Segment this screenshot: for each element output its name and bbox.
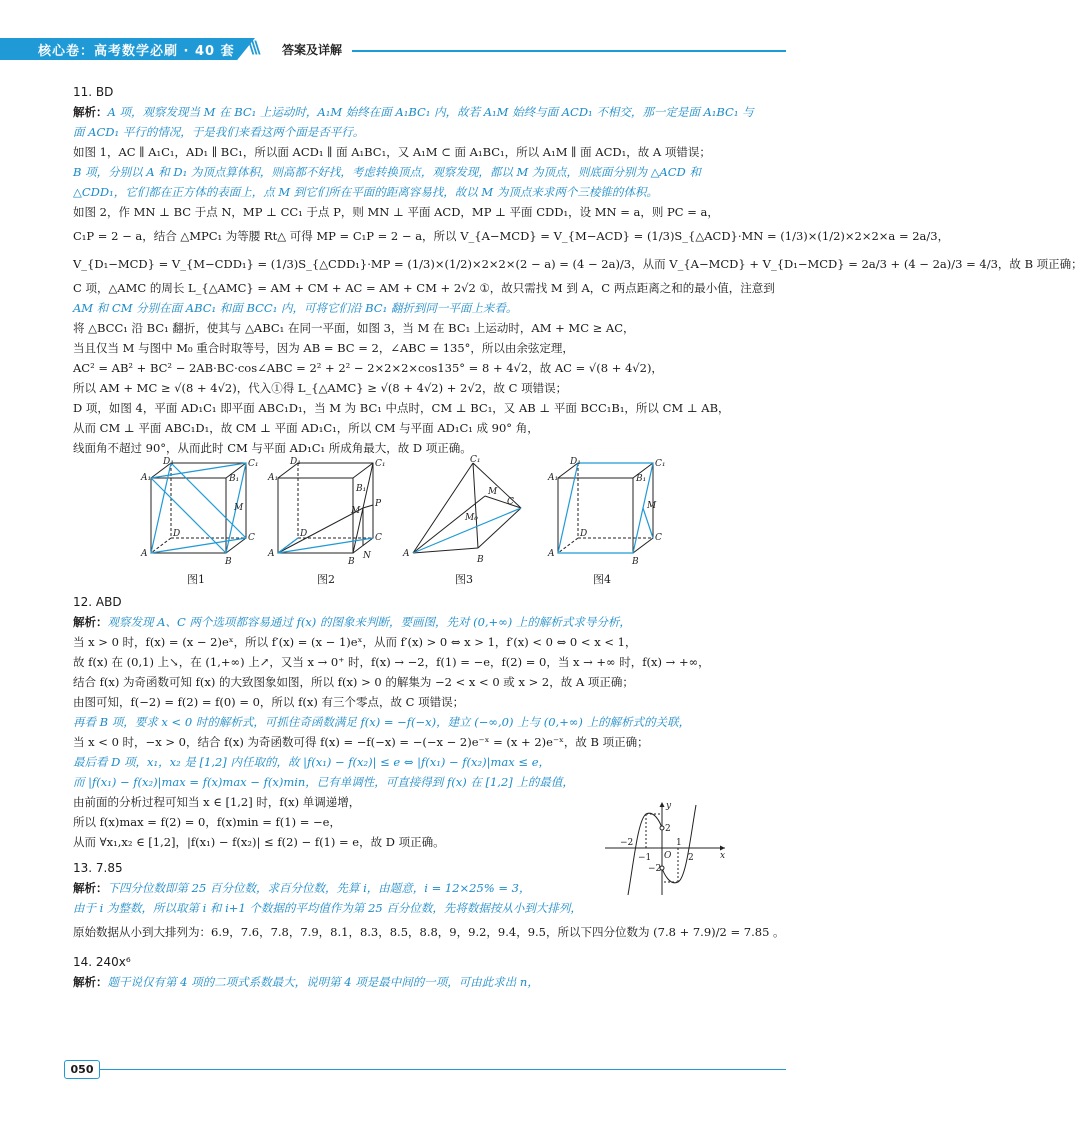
svg-text:B: B (477, 555, 484, 565)
section-title: 答案及详解 (282, 43, 343, 57)
page-header (0, 0, 800, 62)
svg-text:M: M (488, 487, 498, 497)
q14-answer: 14. 240x⁶ (73, 955, 131, 969)
graph-y-neg2: −2 (648, 864, 662, 874)
header-slashes: \\\ (248, 38, 258, 58)
q11-text-4: △CDD₁，它们都在正方体的表面上，点 M 到它们所在平面的距离容易找，故以 M 为顶点来求两个三棱锥的体积。 (73, 185, 658, 199)
figure-2-caption: 图2 (317, 573, 335, 586)
svg-text:B: B (348, 557, 355, 567)
svg-text:B: B (225, 557, 232, 567)
q11-text-12: AC² = AB² + BC² − 2AB·BC·cos∠ABC = 2² + 2² − 2×2×2×cos135° = 8 + 4√2，故 AC = √(8 + 4√2)， (73, 361, 663, 375)
svg-text:A: A (548, 549, 555, 559)
q12-text-7: 最后看 D 项，x₁，x₂ 是 [1,2] 内任取的，故 |f(x₁) − f(x₂)| ≤ e ⇔ |f(x₁) − f(x₂)|max ≤ e， (73, 755, 550, 769)
svg-text:D: D (300, 529, 308, 539)
q11-text-0: A 项，观察发现当 M 在 BC₁ 上运动时，A₁M 始终在面 A₁BC₁ 内，故若 A₁M 始终与面 ACD₁ 不相交，那一定是面 A₁BC₁ 与 (107, 105, 754, 119)
svg-text:B₁: B₁ (356, 484, 367, 494)
graph-tick-neg2: −2 (620, 838, 634, 848)
q13-answer: 13. 7.85 (73, 861, 123, 875)
q12-text-9: 由前面的分析过程可知当 x ∈ [1,2] 时，f(x) 单调递增， (73, 795, 361, 809)
svg-text:A₁: A₁ (548, 473, 559, 483)
svg-text:M₀: M₀ (465, 513, 478, 523)
graph-tick-2: 2 (688, 853, 694, 863)
figure-4 (548, 457, 666, 568)
q11-text-5: 如图 2，作 MN ⊥ BC 于点 N，MP ⊥ CC₁ 于点 P，则 MN ⊥ 平面 ACD，MP ⊥ 平面 CDD₁，设 MN = a，则 PC = a， (73, 205, 719, 219)
q12-text-1: 当 x > 0 时，f(x) = (x − 2)eˣ，所以 f′(x) = (x − 1)eˣ，从而 f′(x) > 0 ⇔ x > 1，f′(x) < 0 ⇔ 0 < x < 1， (73, 635, 637, 649)
q11-text-8: C 项，△AMC 的周长 L_{△AMC} = AM + CM + AC = AM + CM + 2√2 ①，故只需找 M 到 A，C 两点距离之和的最小值，注意到 (73, 281, 775, 295)
q12-label: 解析： (73, 615, 108, 629)
svg-text:M: M (351, 506, 361, 516)
svg-text:C₁: C₁ (655, 459, 666, 469)
q12-text-3: 结合 f(x) 为奇函数可知 f(x) 的大致图象如图，所以 f(x) > 0 的解集为 −2 < x < 0 或 x > 2，故 A 项正确； (73, 675, 634, 689)
q11-text-1: 面 ACD₁ 平行的情况，于是我们来看这两个面是否平行。 (73, 125, 365, 139)
page-number: 050 (64, 1060, 100, 1079)
q13-text-1: 由于 i 为整数，所以取第 i 和 i+1 个数据的平均值作为第 25 百分位数，先将数据按从小到大排列， (73, 901, 582, 915)
q11-answer: 11. BD (73, 85, 114, 99)
q14-line-1 (73, 972, 733, 992)
q14-text-0: 题干说仅有第 4 项的二项式系数最大，说明第 4 项是最中间的一项，可由此求出 n， (107, 975, 539, 989)
book-title: 核心卷：高考数学必刷 · 40 套 (38, 44, 235, 59)
q12-text-11: 从而 ∀x₁,x₂ ∈ [1,2]，|f(x₁) − f(x₂)| ≤ f(2) − f(1) = e，故 D 项正确。 (73, 835, 445, 849)
q12-text-2: 故 f(x) 在 (0,1) 上↘，在 (1,+∞) 上↗，又当 x → 0⁺ 时，f(x) → −2，f(1) = −e，f(2) = 0，当 x → +∞ 时，f(x) → +∞， (73, 655, 710, 669)
svg-text:C: C (507, 497, 514, 507)
graph-x-label: x (720, 851, 726, 861)
q12-text-8: 而 |f(x₁) − f(x₂)|max = f(x)max − f(x)min，已有单调性，可直接得到 f(x) 在 [1,2] 上的最值， (73, 775, 574, 789)
svg-text:A: A (403, 549, 410, 559)
svg-text:B₁: B₁ (229, 474, 240, 484)
graph-tick-neg1: −1 (638, 853, 652, 863)
q13-text-2: 原始数据从小到大排列为：6.9，7.6，7.8，7.9，8.1，8.3，8.5，8.8，9，9.2，9.4，9.5，所以下四分位数为 (7.8 + 7.9)/2 = 7.85 。 (73, 925, 785, 939)
q13-label: 解析： (73, 881, 108, 895)
q12-text-10: 所以 f(x)max = f(2) = 0，f(x)min = f(1) = −e， (73, 815, 341, 829)
figure-1-caption: 图1 (187, 573, 205, 586)
svg-text:C₁: C₁ (470, 455, 481, 465)
header-rule (352, 50, 786, 52)
q11-text-3: B 项，分别以 A 和 D₁ 为顶点算体积，则高都不好找，考虑转换顶点，观察发现，都以 M 为顶点，则底面分别为 △ACD 和 (73, 165, 701, 179)
svg-text:C: C (248, 533, 255, 543)
graph-tick-1: 1 (676, 838, 682, 848)
graph-y-label: y (666, 801, 672, 811)
svg-text:B: B (632, 557, 639, 567)
svg-text:C: C (655, 533, 662, 543)
figure-1 (141, 457, 259, 568)
graph-origin-label: O (664, 851, 672, 861)
svg-text:B₁: B₁ (636, 474, 647, 484)
q12-text-6: 当 x < 0 时，−x > 0，结合 f(x) 为奇函数可得 f(x) = −f(−x) = −(−x − 2)e⁻ˣ = (x + 2)e⁻ˣ，故 B 项正确； (73, 735, 649, 749)
q11-text-13: 所以 AM + MC ≥ √(8 + 4√2)，代入①得 L_{△AMC} ≥ √(8 + 4√2) + 2√2，故 C 项错误； (73, 381, 568, 395)
q11-text-16: 线面角不超过 90°，从而此时 CM 与平面 AD₁C₁ 所成角最大，故 D 项正确。 (73, 441, 472, 455)
svg-text:C: C (375, 533, 382, 543)
svg-text:M: M (234, 503, 244, 513)
svg-text:C₁: C₁ (375, 459, 386, 469)
q11-text-15: 从而 CM ⊥ 平面 ABC₁D₁，故 CM ⊥ 平面 AD₁C₁，所以 CM 与平面 AD₁C₁ 成 90° 角， (73, 421, 539, 435)
q11-text-14: D 项，如图 4，平面 AD₁C₁ 即平面 ABC₁D₁，当 M 为 BC₁ 中点时，CM ⊥ BC₁，又 AB ⊥ 平面 BCC₁B₁，所以 CM ⊥ AB， (73, 401, 730, 415)
q14-label: 解析： (73, 975, 108, 989)
q11-text-7: V_{D₁−MCD} = V_{M−CDD₁} = (1/3)S_{△CDD₁}·MP = (1/3)×(1/2)×2×2×(2 − a) = (4 − 2a)/3，从而 V_{A−MCD} + V_{D₁−MCD} = 2a/3 + (4 − 2a)/3 = 4/3，故 B 项正确； (73, 257, 1083, 271)
q12-text-0: 观察发现 A、C 两个选项都容易通过 f(x) 的图象来判断，要画图，先对 (0,+∞) 上的解析式求导分析， (107, 615, 631, 629)
svg-text:D₁: D₁ (163, 457, 174, 467)
q11-text-2: 如图 1，AC ∥ A₁C₁，AD₁ ∥ BC₁，所以面 ACD₁ ∥ 面 A₁BC₁，又 A₁M ⊂ 面 A₁BC₁，所以 A₁M ∥ 面 ACD₁，故 A 项错误； (73, 145, 711, 159)
svg-text:N: N (363, 551, 371, 561)
q12-function-graph (600, 800, 730, 900)
svg-text:D: D (580, 529, 588, 539)
q12-line-1 (73, 612, 733, 632)
svg-text:A₁: A₁ (268, 473, 279, 483)
q11-text-10: 将 △BCC₁ 沿 BC₁ 翻折，使其与 △ABC₁ 在同一平面，如图 3，当 M 在 BC₁ 上运动时，AM + MC ≥ AC， (73, 321, 635, 335)
figure-4-caption: 图4 (593, 573, 611, 586)
svg-text:D₁: D₁ (290, 457, 301, 467)
svg-text:M: M (647, 501, 657, 511)
q11-text-9: AM 和 CM 分别在面 ABC₁ 和面 BCC₁ 内，可将它们沿 BC₁ 翻折到同一平面上来看。 (73, 301, 518, 315)
q11-line-1 (73, 102, 754, 122)
figure-2 (268, 457, 386, 568)
q11-text-6: C₁P = 2 − a，结合 △MPC₁ 为等腰 Rt△ 可得 MP = C₁P = 2 − a，所以 V_{A−MCD} = V_{M−ACD} = (1/3)S_{△ACD}·MN = (1/3)×(1/2)×2×2×a = 2a/3， (73, 229, 950, 243)
q12-text-4: 由图可知，f(−2) = f(2) = f(0) = 0，所以 f(x) 有三个零点，故 C 项错误； (73, 695, 465, 709)
q12-text-5: 再看 B 项，要求 x < 0 时的解析式，可抓住奇函数满足 f(x) = −f(−x)，建立 (−∞,0) 上与 (0,+∞) 上的解析式的关联， (73, 715, 691, 729)
svg-text:C₁: C₁ (248, 459, 259, 469)
q11-text-11: 当且仅当 M 与图中 M₀ 重合时取等号，因为 AB = BC = 2，∠ABC = 135°，所以由余弦定理， (73, 341, 574, 355)
svg-text:D₁: D₁ (570, 457, 581, 467)
graph-y-2: 2 (665, 824, 671, 834)
svg-text:A: A (268, 549, 275, 559)
svg-text:A: A (141, 549, 148, 559)
q13-text-0: 下四分位数即第 25 百分位数，求百分位数，先算 i，由题意，i = 12×25% = 3， (107, 881, 531, 895)
q11-figures (73, 455, 733, 586)
figure-3 (403, 455, 523, 568)
figure-3-caption: 图3 (455, 573, 473, 586)
svg-text:P: P (375, 499, 382, 509)
q11-label: 解析： (73, 105, 108, 119)
svg-text:A₁: A₁ (141, 473, 152, 483)
q12-answer: 12. ABD (73, 595, 122, 609)
svg-text:D: D (173, 529, 181, 539)
footer-rule (100, 1069, 786, 1070)
